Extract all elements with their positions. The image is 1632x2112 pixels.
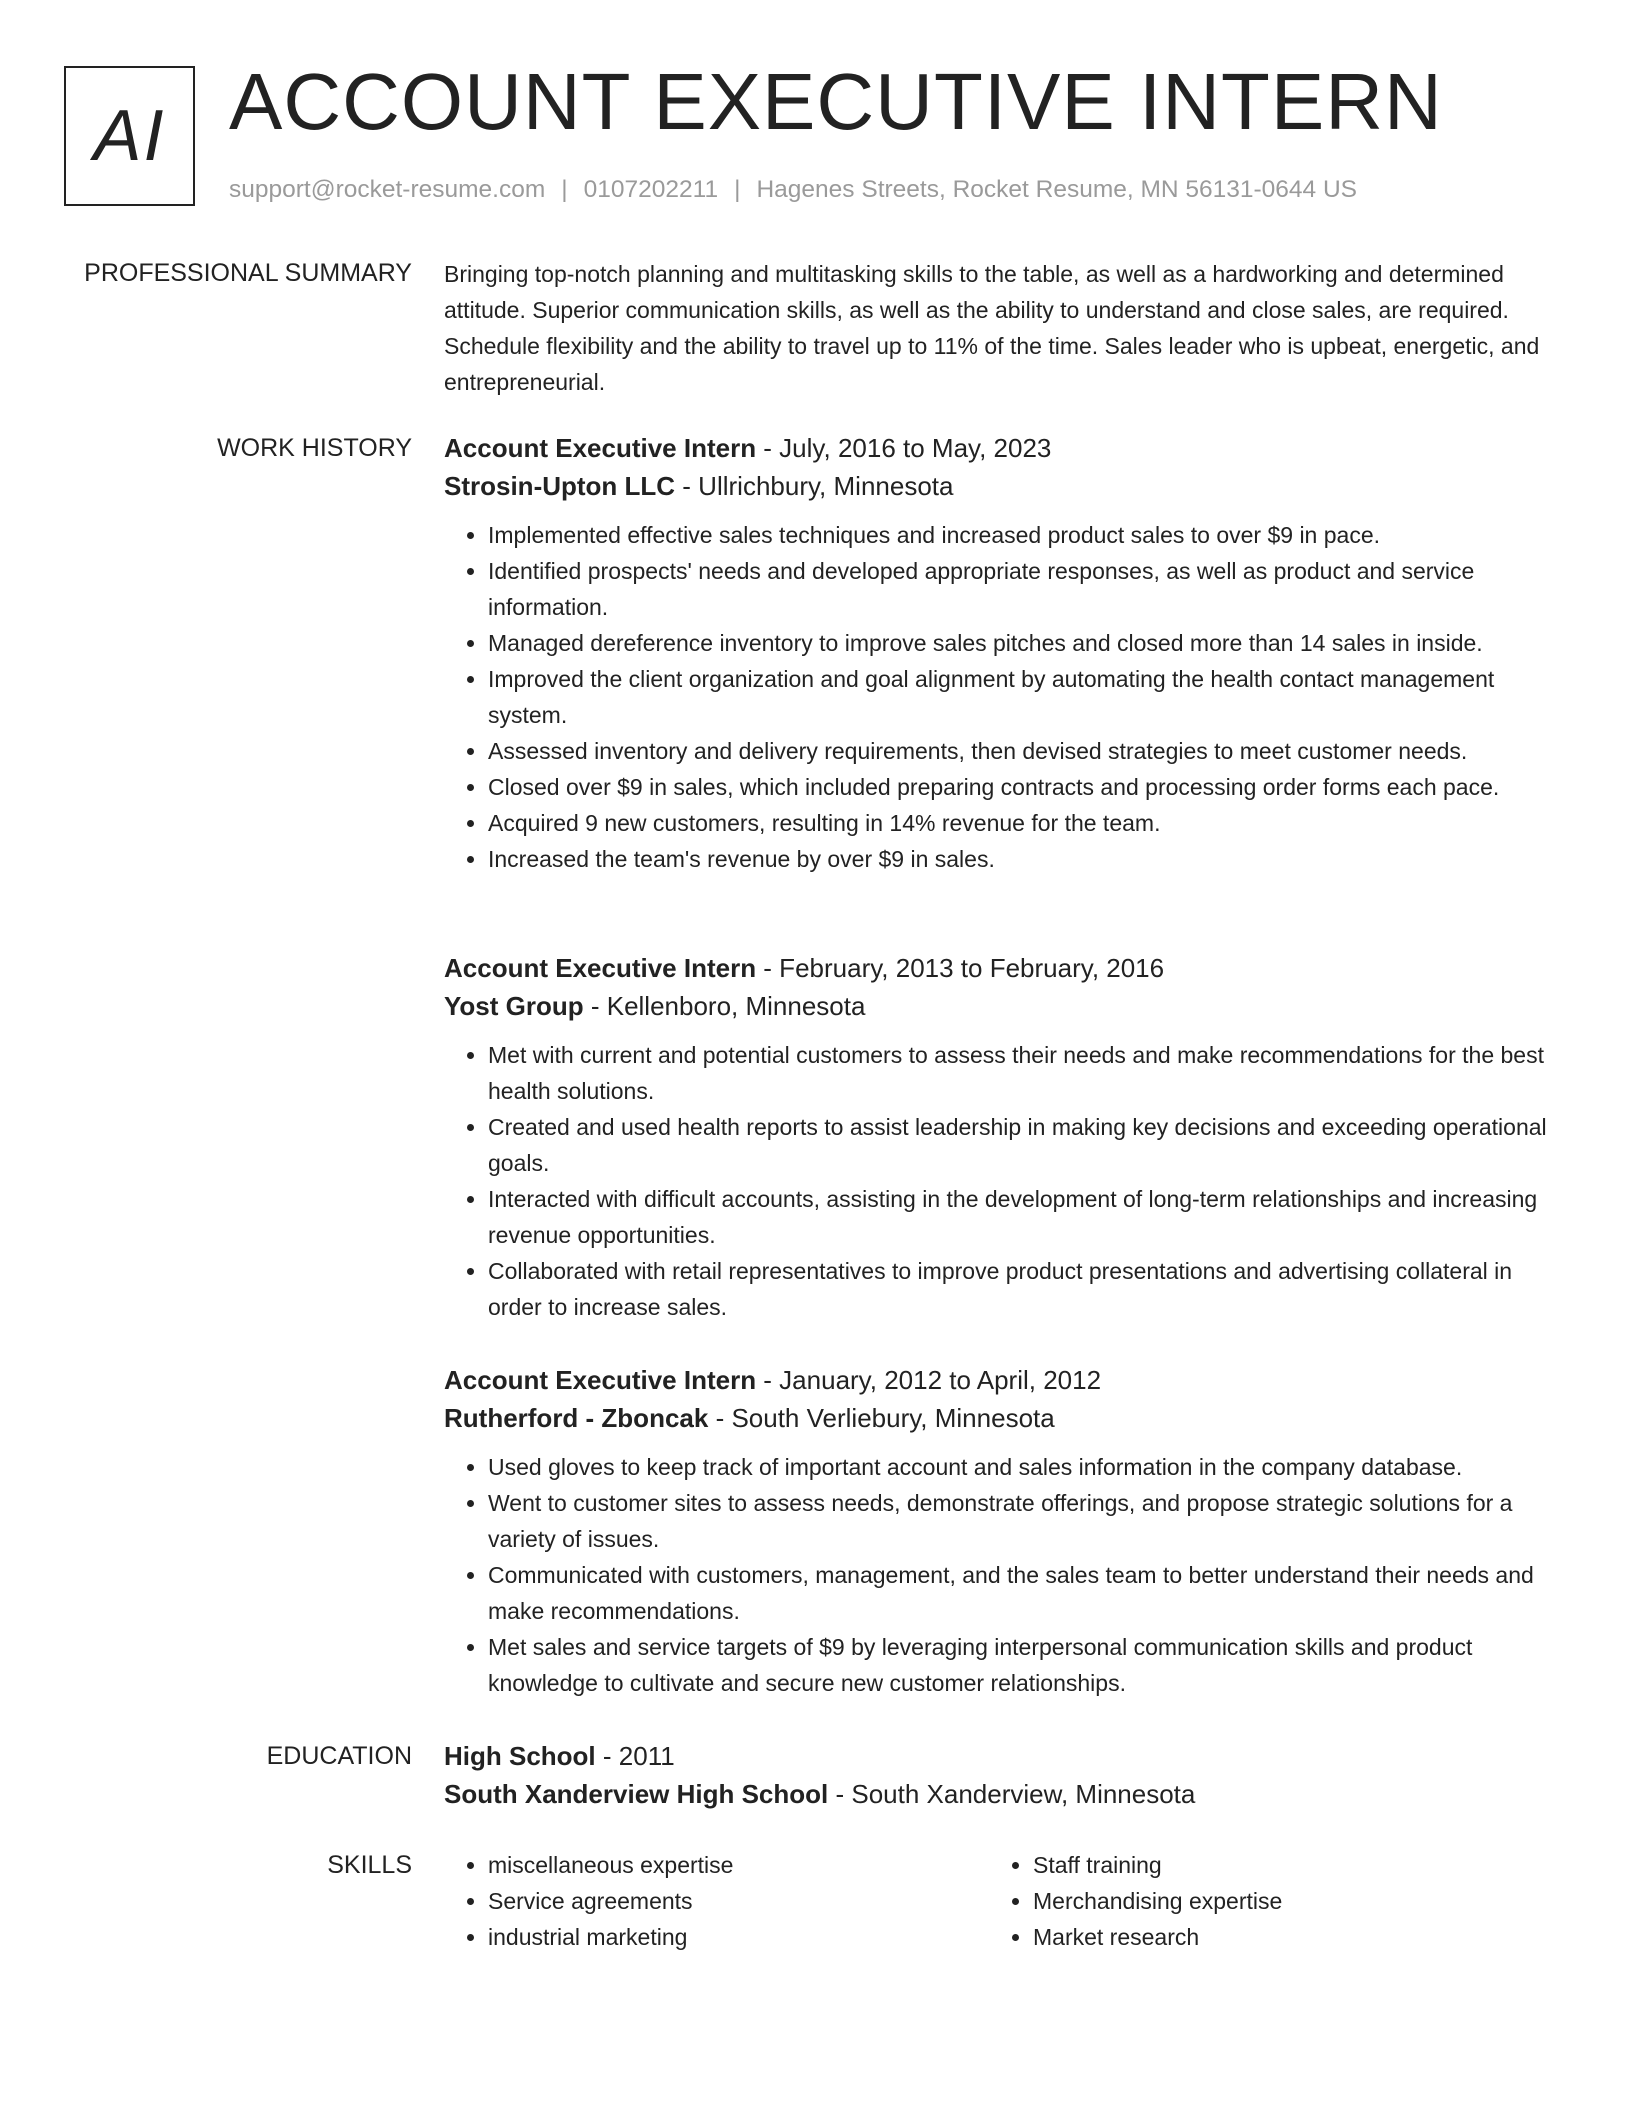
job-title-line: [444, 429, 1564, 467]
job-bullet: • Improved the client organization and goal alignment by automating the health contact management system.: [488, 661, 1564, 733]
job-title: Account Executive Intern: [444, 1365, 757, 1395]
job-location: - South Verliebury, Minnesota: [708, 1403, 1055, 1433]
job-dates: - February, 2013 to February, 2016: [756, 953, 1165, 983]
skill-item: • miscellaneous expertise: [488, 1847, 984, 1883]
job-bullet: • Created and used health reports to assist leadership in making key decisions and exceeding operational goals.: [488, 1109, 1564, 1181]
contact-line: [229, 174, 1357, 206]
summary-text: Bringing top-notch planning and multitasking skills to the table, as well as a hardworking and determined attitude. Superior communication skills, as well as the ability to understand and close sales, are required. Schedule flexibility and the ability to travel up to 11% of the time. Sales leader who is upbeat, energetic, and entrepreneurial.: [444, 261, 1540, 395]
job-title: Account Executive Intern: [444, 433, 757, 463]
job-bullet: • Managed dereference inventory to improve sales pitches and closed more than 14 sales in inside.: [488, 625, 1564, 661]
job-bullet: • Implemented effective sales techniques and increased product sales to over $9 in pace.: [488, 517, 1564, 553]
section-label-work-history: WORK HISTORY: [217, 434, 412, 462]
education-location: - South Xanderview, Minnesota: [828, 1779, 1196, 1809]
monogram-box: [64, 66, 195, 206]
job-location: - Kellenboro, Minnesota: [583, 991, 866, 1021]
contact-phone[interactable]: 0107202211: [583, 176, 719, 203]
job-bullet: • Met sales and service targets of $9 by leveraging interpersonal communication skills and product knowledge to cultivate and secure new customer relationships.: [488, 1629, 1564, 1701]
skill-item: • Staff training: [1033, 1847, 1529, 1883]
skills-section: [444, 1847, 1564, 1967]
job-dates: - January, 2012 to April, 2012: [756, 1365, 1102, 1395]
job-company-line: [444, 467, 1564, 505]
education-year: - 2011: [595, 1741, 675, 1771]
job-title-line: [444, 1361, 1564, 1399]
job-entry: [444, 429, 1564, 877]
job-bullet: • Went to customer sites to assess needs, demonstrate offerings, and propose strategic solutions for a variety of issues.: [488, 1485, 1564, 1557]
contact-separator: |: [561, 176, 568, 203]
job-bullet: • Met with current and potential customers to assess their needs and make recommendations for the best health solutions.: [488, 1037, 1564, 1109]
job-title: Account Executive Intern: [444, 953, 757, 983]
job-bullet: • Closed over $9 in sales, which included preparing contracts and processing order forms each pace.: [488, 769, 1564, 805]
contact-separator: |: [734, 176, 741, 203]
education-school: South Xanderview High School: [444, 1779, 829, 1809]
section-label-summary: PROFESSIONAL SUMMARY: [84, 259, 412, 287]
education-school-line: [444, 1775, 1564, 1813]
job-bullet: • Increased the team's revenue by over $9 in sales.: [488, 841, 1564, 877]
skills-column-left: [444, 1847, 984, 1955]
contact-address: Hagenes Streets, Rocket Resume, MN 56131-0644 US: [756, 176, 1358, 203]
job-bullet: • Interacted with difficult accounts, assisting in the development of long-term relationships and increasing revenue opportunities.: [488, 1181, 1564, 1253]
job-entry: [444, 949, 1564, 1325]
job-dates: - July, 2016 to May, 2023: [756, 433, 1052, 463]
job-bullets: [444, 1449, 1564, 1701]
job-bullet: • Collaborated with retail representatives to improve product presentations and advertising collateral in order to increase sales.: [488, 1253, 1564, 1325]
job-company-line: [444, 987, 1564, 1025]
education-entry: [444, 1737, 1564, 1813]
skills-list: [444, 1847, 984, 1955]
job-entry: [444, 1361, 1564, 1701]
skill-item: • Merchandising expertise: [1033, 1883, 1529, 1919]
education-degree-line: [444, 1737, 1564, 1775]
job-location: - Ullrichbury, Minnesota: [675, 471, 954, 501]
skill-item: • industrial marketing: [488, 1919, 984, 1955]
job-company-line: [444, 1399, 1564, 1437]
job-bullet: • Acquired 9 new customers, resulting in 14% revenue for the team.: [488, 805, 1564, 841]
job-title-line: [444, 949, 1564, 987]
contact-email[interactable]: support@rocket-resume.com: [229, 176, 546, 203]
job-bullet: • Assessed inventory and delivery requirements, then devised strategies to meet customer needs.: [488, 733, 1564, 769]
job-company: Yost Group: [444, 991, 584, 1021]
job-bullet: • Communicated with customers, management, and the sales team to better understand their needs and make recommendations.: [488, 1557, 1564, 1629]
job-company: Rutherford - Zboncak: [444, 1403, 709, 1433]
summary-section: [444, 256, 1564, 400]
job-bullet: • Identified prospects' needs and developed appropriate responses, as well as product and service information.: [488, 553, 1564, 625]
skill-item: • Service agreements: [488, 1883, 984, 1919]
section-label-skills: SKILLS: [327, 1851, 412, 1879]
skills-list: [989, 1847, 1529, 1955]
skill-item: • Market research: [1033, 1919, 1529, 1955]
job-company: Strosin-Upton LLC: [444, 471, 676, 501]
resume-title: ACCOUNT EXECUTIVE INTERN: [229, 57, 1443, 146]
job-bullet: • Used gloves to keep track of important account and sales information in the company database.: [488, 1449, 1564, 1485]
job-bullets: [444, 517, 1564, 877]
skills-column-right: [989, 1847, 1529, 1955]
education-degree: High School: [444, 1741, 596, 1771]
monogram-initials: AI: [93, 96, 166, 176]
section-label-education: EDUCATION: [266, 1742, 412, 1770]
job-bullets: [444, 1037, 1564, 1325]
